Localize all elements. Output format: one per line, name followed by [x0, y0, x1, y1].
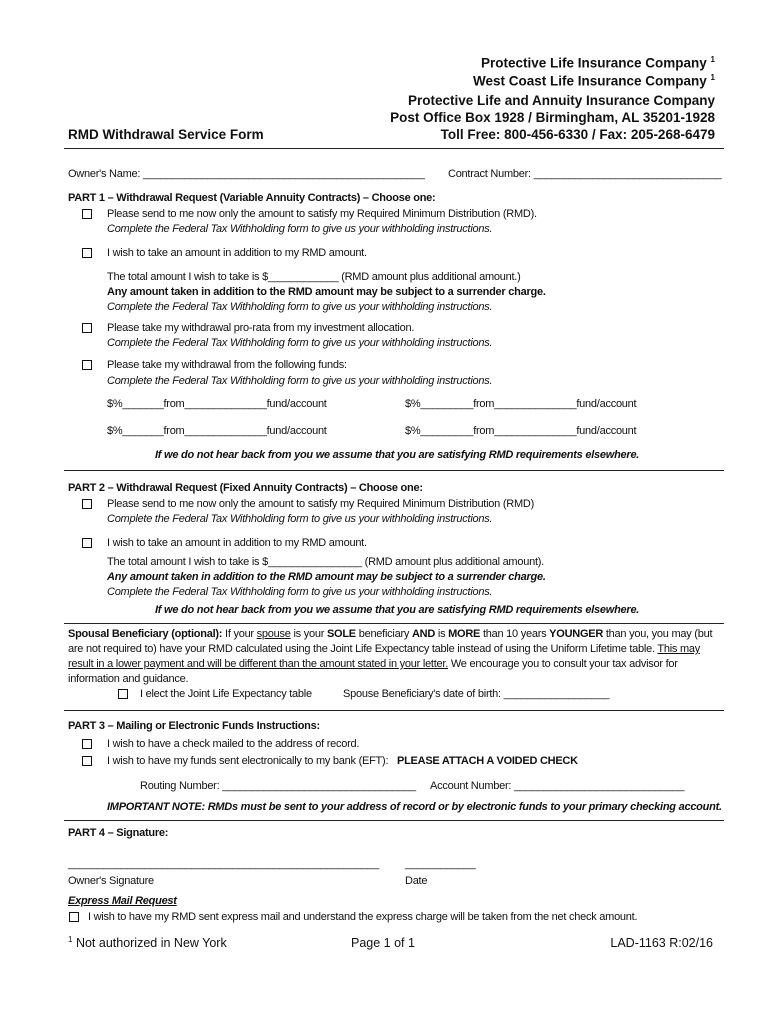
company-name-1: Protective Life Insurance Company $^1$	[480, 55, 715, 71]
spousal-line-1: Spousal Beneficiary (optional): If your spouse is your SOLE beneficiary AND is MORE than 10 years YOUNGER than you, you may (but	[68, 628, 713, 640]
express-mail-label: I wish to have my RMD sent express mail and understand the express charge will be taken from the net check amount.	[88, 911, 638, 923]
joint-life-checkbox[interactable]	[118, 689, 128, 699]
surrender-warning: Any amount taken in addition to the RMD amount may be subject to a surrender charge.	[107, 571, 546, 583]
fund-line-2-right[interactable]: $%_________from______________fund/account	[405, 425, 637, 437]
fund-line-2-left[interactable]: $%_______from______________fund/account	[107, 425, 327, 437]
part2-option1-label: Please send to me now only the amount to satisfy my Required Minimum Distribution (RMD)	[107, 498, 534, 510]
part2-option2-checkbox[interactable]	[82, 538, 92, 548]
part1-option1-checkbox[interactable]	[82, 209, 92, 219]
mail-check-label: I wish to have a check mailed to the address of record.	[107, 738, 360, 750]
part1-total-amount-field[interactable]: The total amount I wish to take is $____________ (RMD amount plus additional amount.)	[107, 271, 521, 283]
tax-note: Complete the Federal Tax Withholding form to give us your withholding instructions.	[107, 223, 493, 235]
owner-signature-label: Owner's Signature	[68, 875, 154, 887]
tax-note: Complete the Federal Tax Withholding form to give us your withholding instructions.	[107, 301, 493, 313]
mailing-address: Post Office Box 1928 / Birmingham, AL 35201-1928	[390, 110, 715, 125]
part1-option3-checkbox[interactable]	[82, 323, 92, 333]
no-reply-note: If we do not hear back from you we assume that you are satisfying RMD requirements elsewhere.	[155, 449, 640, 461]
contract-number-field[interactable]: Contract Number: ________________________________	[448, 168, 722, 180]
routing-number-field[interactable]: Routing Number: _________________________________	[140, 780, 416, 792]
spousal-label: Spousal Beneficiary (optional):	[68, 628, 223, 640]
fund-line-1-left[interactable]: $%_______from______________fund/account	[107, 398, 327, 410]
company-name-3: Protective Life and Annuity Insurance Company	[407, 93, 715, 108]
part2-total-amount-field[interactable]: The total amount I wish to take is $________________ (RMD amount plus additional amount).	[107, 556, 544, 568]
spousal-line-3: result in a lower payment and will be different than the amount stated in your letter. We encourage you to consult your tax advisor for	[68, 658, 678, 670]
part1-option2-label: I wish to take an amount in addition to my RMD amount.	[107, 247, 367, 259]
part1-option4-label: Please take my withdrawal from the following funds:	[107, 359, 347, 371]
form-title: RMD Withdrawal Service Form	[68, 127, 264, 142]
eft-checkbox[interactable]	[82, 756, 92, 766]
important-note: IMPORTANT NOTE: RMDs must be sent to your address of record or by electronic funds to your primary checking account.	[107, 801, 722, 813]
signature-line[interactable]: _____________________________________________________	[68, 858, 379, 870]
divider	[64, 710, 724, 711]
mail-check-checkbox[interactable]	[82, 739, 92, 749]
date-label: Date	[405, 875, 428, 887]
surrender-warning: Any amount taken in addition to the RMD amount may be subject to a surrender charge.	[107, 286, 546, 298]
joint-life-label: I elect the Joint Life Expectancy table	[140, 688, 312, 700]
form-code: LAD-1163 R:02/16	[610, 936, 713, 950]
divider	[64, 148, 724, 149]
part1-option3-label: Please take my withdrawal pro-rata from my investment allocation.	[107, 322, 415, 334]
express-mail-heading: Express Mail Request	[68, 895, 177, 907]
part1-option2-checkbox[interactable]	[82, 248, 92, 258]
footnote-marker: 1	[710, 73, 715, 82]
account-number-field[interactable]: Account Number: _____________________________	[430, 780, 685, 792]
footnote-marker: 1	[68, 935, 73, 944]
footer-footnote: $^1$ Not authorized in New York	[68, 935, 227, 951]
footnote-marker: 1	[710, 55, 715, 64]
part3-heading: PART 3 – Mailing or Electronic Funds Instructions:	[68, 720, 320, 732]
no-reply-note: If we do not hear back from you we assume that you are satisfying RMD requirements elsewhere.	[155, 604, 640, 616]
part2-option2-label: I wish to take an amount in addition to my RMD amount.	[107, 537, 367, 549]
attach-voided-check: PLEASE ATTACH A VOIDED CHECK	[397, 755, 578, 767]
divider	[64, 623, 724, 624]
divider	[64, 470, 724, 471]
eft-label: I wish to have my funds sent electronically to my bank (EFT):	[107, 755, 389, 767]
tax-note: Complete the Federal Tax Withholding form to give us your withholding instructions.	[107, 513, 493, 525]
part2-option1-checkbox[interactable]	[82, 499, 92, 509]
part1-heading: PART 1 – Withdrawal Request (Variable Annuity Contracts) – Choose one:	[68, 192, 436, 204]
owner-name-field[interactable]: Owner's Name: ________________________________________________	[68, 168, 425, 180]
part4-heading: PART 4 – Signature:	[68, 827, 169, 839]
company-name-2: West Coast Life Insurance Company $^1$	[472, 73, 715, 89]
date-line[interactable]: ____________	[405, 858, 476, 870]
tax-note: Complete the Federal Tax Withholding form to give us your withholding instructions.	[107, 375, 493, 387]
page-number: Page 1 of 1	[351, 936, 415, 950]
spouse-dob-field[interactable]: Spouse Beneficiary's date of birth: __________________	[343, 688, 610, 700]
express-mail-checkbox[interactable]	[69, 912, 79, 922]
phone-fax: Toll Free: 800-456-6330 / Fax: 205-268-6479	[440, 127, 715, 142]
spousal-line-2: are not required to) have your RMD calculated using the Joint Life Expectancy table instead of using the Uniform Lifetime table. This may	[68, 643, 701, 655]
tax-note: Complete the Federal Tax Withholding form to give us your withholding instructions.	[107, 586, 493, 598]
part2-heading: PART 2 – Withdrawal Request (Fixed Annuity Contracts) – Choose one:	[68, 482, 423, 494]
spousal-line-4: information and guidance.	[68, 673, 189, 685]
fund-line-1-right[interactable]: $%_________from______________fund/account	[405, 398, 637, 410]
divider	[64, 820, 724, 821]
part1-option1-label: Please send to me now only the amount to satisfy my Required Minimum Distribution (RMD).	[107, 208, 537, 220]
part1-option4-checkbox[interactable]	[82, 360, 92, 370]
tax-note: Complete the Federal Tax Withholding form to give us your withholding instructions.	[107, 337, 493, 349]
